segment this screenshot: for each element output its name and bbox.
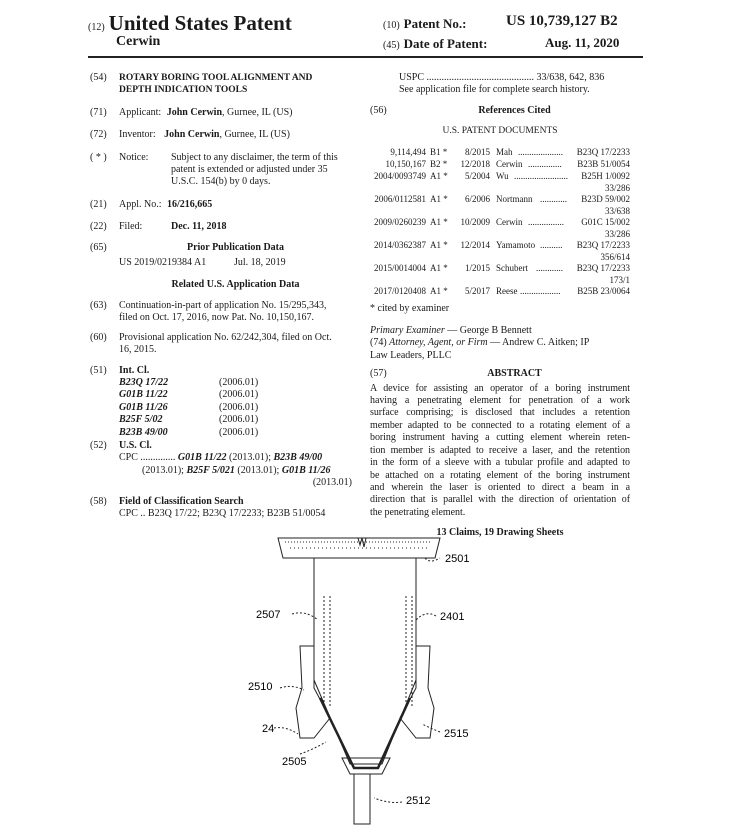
- ref-name: Wu: [496, 170, 509, 181]
- references-list: [370, 146, 630, 297]
- ref-kind: B2 *: [430, 158, 448, 169]
- ref-kind: A1 *: [430, 193, 448, 204]
- ref-kind: A1 *: [430, 285, 448, 296]
- abstract-line: surface comprising; is disclosed that includes a retention: [370, 407, 630, 419]
- inventor-label: Inventor:: [119, 129, 156, 141]
- ref-dots: ............: [540, 193, 567, 204]
- code-58: (58): [90, 495, 107, 507]
- int-cl-year: (2006.01): [219, 401, 259, 413]
- code-63: (63): [90, 299, 107, 311]
- ref-date: 6/2006: [464, 193, 490, 204]
- leader-24: [274, 728, 298, 734]
- us-cl-class: B25F 5/021: [186, 464, 235, 476]
- continuation-row: [90, 300, 352, 325]
- drawing-shaft: [354, 774, 370, 824]
- abstract-line: direction that is parallel with the direction of orientation of: [370, 494, 630, 506]
- attorney-name-2: Law Leaders, PLLC: [370, 349, 452, 361]
- abstract-heading: ABSTRACT: [487, 368, 542, 380]
- right-column: [370, 72, 630, 540]
- inventor-row: [90, 129, 352, 141]
- notice-label: Notice:: [119, 151, 149, 163]
- field-label: Field of Classification Search: [119, 495, 244, 507]
- header-code-10: (10): [383, 20, 400, 31]
- int-cl-item: [119, 377, 352, 389]
- applicant-name: John Cerwin: [166, 106, 223, 118]
- ref-date: 5/2004: [464, 170, 490, 181]
- ref-number: 2015/0014004: [373, 262, 426, 273]
- title-line-2: DEPTH INDICATION TOOLS: [119, 85, 248, 96]
- ref-continuation: 356/614: [600, 251, 630, 262]
- code-72: (72): [90, 129, 107, 141]
- leader-2401: [416, 614, 436, 620]
- abstract-line: tion member is adapted to receive a laser, and the retention: [370, 444, 630, 456]
- notice-line: Subject to any disclaimer, the term of this: [171, 151, 338, 163]
- ref-date: 1/2015: [464, 262, 490, 273]
- int-cl-class: B25F 5/02: [119, 414, 163, 426]
- int-cl-item: [119, 427, 352, 439]
- code-57: (57): [370, 368, 387, 380]
- reference-row: [370, 170, 630, 182]
- us-cl-line-2: [119, 465, 352, 477]
- patent-number: US 10,739,127 B2: [506, 13, 618, 29]
- filed-date: Dec. 11, 2018: [171, 221, 227, 233]
- ref-date: 12/2014: [460, 239, 490, 250]
- ref-class: B25H 1/0092: [581, 170, 630, 181]
- label-2501: 2501: [445, 553, 470, 565]
- abstract-line: in the form of a sleeve with a tubular profile and adapted to: [370, 457, 630, 469]
- drawing-clamp-right: [400, 646, 434, 738]
- label-2515: 2515: [444, 728, 469, 740]
- ref-name: Cerwin: [496, 158, 523, 169]
- drawing-clamp-left: [296, 646, 330, 738]
- appl-label: Appl. No.:: [119, 198, 162, 210]
- ref-dots: ..........: [540, 239, 563, 250]
- drawing-cap-break: [358, 538, 366, 547]
- title-block: [90, 72, 352, 97]
- abstract-line: member adapted to be connected to a rotating element of a: [370, 419, 630, 431]
- patent-drawing: [230, 528, 520, 828]
- ref-number: 2006/0112581: [374, 193, 426, 204]
- examiner-name: — George B Bennett: [444, 325, 532, 337]
- inventor-place: , Gurnee, IL (US): [219, 129, 290, 141]
- ref-date: 5/2017: [464, 285, 490, 296]
- ref-dots: ...............: [528, 158, 562, 169]
- ref-dots: ..................: [520, 285, 561, 296]
- filed-row: [90, 221, 352, 233]
- attorney-name: — Andrew C. Aitken; IP: [487, 337, 590, 349]
- int-cl-label: Int. Cl.: [119, 364, 150, 376]
- us-cl-line-1: [119, 452, 352, 464]
- examiner-row: [370, 325, 630, 337]
- ref-name: Schubert: [496, 262, 528, 273]
- reference-row: [370, 262, 630, 274]
- notice-row: [90, 152, 352, 189]
- us-cl-year-end: (2013.01): [312, 477, 352, 489]
- abstract-line: A device for assisting an operator of a boring instrument: [370, 382, 630, 394]
- ref-kind: A1 *: [430, 239, 448, 250]
- examiner-label: Primary Examiner: [370, 325, 445, 337]
- notice-line: U.S.C. 154(b) by 0 days.: [171, 176, 271, 188]
- int-cl-class: G01B 11/22: [119, 389, 168, 401]
- prior-pub-entry: [90, 257, 352, 269]
- label-2505: 2505: [282, 756, 307, 768]
- header-rule: [88, 56, 643, 58]
- notice-line: patent is extended or adjusted under 35: [171, 164, 328, 176]
- appl-number: 16/216,665: [167, 198, 213, 210]
- ref-date: 10/2009: [460, 216, 490, 227]
- uspc-row: [370, 72, 630, 84]
- us-cl-year: (2013.01);: [234, 464, 280, 476]
- int-cl-year: (2006.01): [219, 389, 259, 401]
- applicant-label: Applicant:: [119, 106, 162, 118]
- appl-row: [90, 199, 352, 211]
- ref-name: Mah: [496, 146, 513, 157]
- patent-date: Aug. 11, 2020: [545, 35, 620, 50]
- patent-type-title: United States Patent: [108, 11, 292, 35]
- int-cl-year: (2006.01): [219, 376, 259, 388]
- us-cl-cpc: CPC: [119, 452, 138, 464]
- left-column: [90, 72, 352, 520]
- ref-continuation: 33/286: [604, 228, 630, 239]
- label-24: 24: [262, 723, 275, 735]
- leader-2505: [300, 742, 326, 754]
- ref-class: G01C 15/002: [581, 216, 630, 227]
- label-2507: 2507: [256, 609, 281, 621]
- int-cl-item: [119, 414, 352, 426]
- ref-continuation: 33/286: [604, 182, 630, 193]
- int-cl-class: B23B 49/00: [119, 426, 168, 438]
- ref-kind: A1 *: [430, 262, 448, 273]
- us-cl-year: (2013.01);: [226, 452, 271, 464]
- us-docs-heading: U.S. PATENT DOCUMENTS: [442, 126, 558, 137]
- patent-no-label: Patent No.:: [403, 16, 467, 31]
- abstract-line: and wherein the laser is oriented to direct a beam in a: [370, 481, 630, 493]
- code-56: (56): [370, 104, 387, 116]
- drawing-cone: [314, 680, 416, 764]
- field-line: CPC .. B23Q 17/22; B23Q 17/2233; B23B 51/0054: [119, 507, 326, 519]
- ref-kind: B1 *: [430, 146, 448, 157]
- reference-row: [370, 158, 630, 170]
- uspc-dots: ...........................................: [426, 72, 535, 83]
- code-74: (74): [370, 337, 387, 349]
- continuation-line: filed on Oct. 17, 2016, now Pat. No. 10,150,167.: [119, 312, 314, 324]
- ref-class: B23B 51/0054: [577, 158, 630, 169]
- code-54: (54): [90, 72, 107, 83]
- int-cl-block: [90, 365, 352, 439]
- ref-class: B23D 59/002: [581, 193, 630, 204]
- ref-name: Reese: [496, 285, 518, 296]
- field-block: [90, 496, 352, 521]
- references-header: [370, 105, 630, 117]
- int-cl-year: (2006.01): [219, 414, 259, 426]
- code-notice: ( * ): [90, 151, 107, 163]
- ref-class: B23Q 17/2233: [576, 239, 630, 250]
- date-label: Date of Patent:: [403, 36, 488, 51]
- ref-dots: ........................: [514, 170, 568, 181]
- applicant-row: [90, 107, 352, 119]
- reference-row: [370, 216, 630, 228]
- abstract-line: boring instrument having a cutting element wherein reten-: [370, 432, 630, 444]
- ref-continuation: 33/638: [604, 205, 630, 216]
- ref-number: 2009/0260239: [373, 216, 426, 227]
- int-cl-class: G01B 11/26: [119, 401, 168, 413]
- reference-row: [370, 193, 630, 205]
- prior-pub-heading: Prior Publication Data: [186, 241, 285, 253]
- int-cl-item: [119, 389, 352, 401]
- code-21: (21): [90, 198, 107, 210]
- ref-kind: A1 *: [430, 216, 448, 227]
- leader-2512: [374, 798, 402, 803]
- header-code-45: (45): [383, 40, 400, 51]
- ref-name: Yamamoto: [496, 239, 536, 250]
- uspc-value: 33/638, 642, 836: [536, 72, 605, 83]
- uspc-label: USPC: [399, 72, 425, 83]
- see-also: See application file for complete search history.: [399, 84, 590, 96]
- references-heading: References Cited: [478, 104, 551, 116]
- reference-row: [370, 146, 630, 158]
- ref-name: Nortmann: [496, 193, 533, 204]
- us-cl-class: G01B 11/22: [177, 452, 227, 464]
- us-cl-year: (2013.01);: [142, 464, 184, 476]
- ref-kind: A1 *: [430, 170, 448, 181]
- us-cl-dots: ..............: [140, 452, 176, 464]
- abstract-line: the penetrating element.: [370, 506, 466, 518]
- reference-row: [370, 285, 630, 297]
- ref-number: 10,150,167: [385, 158, 426, 169]
- ref-number: 2017/0120408: [373, 285, 426, 296]
- attorney-row: [370, 337, 630, 349]
- ref-date: 8/2015: [464, 146, 490, 157]
- code-60: (60): [90, 331, 107, 343]
- prior-pub-number: US 2019/0219384 A1: [119, 257, 207, 269]
- ref-number: 2014/0362387: [373, 239, 426, 250]
- filed-label: Filed:: [119, 221, 143, 233]
- abstract-line: having a penetrating element for penetration of a work: [370, 395, 630, 407]
- int-cl-item: [119, 402, 352, 414]
- header-code-12: (12): [88, 22, 105, 33]
- code-51: (51): [90, 364, 107, 376]
- attorney-label: Attorney, Agent, or Firm: [389, 337, 488, 349]
- continuation-line: Continuation-in-part of application No. 15/295,343,: [119, 299, 327, 311]
- abstract-line: be attached on a rotating element of the boring instrument: [370, 469, 630, 481]
- label-2512: 2512: [406, 795, 431, 807]
- code-22: (22): [90, 221, 107, 233]
- us-cl-class: G01B 11/26: [281, 464, 331, 476]
- reference-row: [370, 239, 630, 251]
- us-cl-class: B23B 49/00: [273, 452, 323, 464]
- prior-pub-block: [90, 242, 352, 254]
- ref-class: B23Q 17/2233: [576, 146, 630, 157]
- ref-dots: ....................: [518, 146, 563, 157]
- int-cl-class: B23Q 17/22: [119, 376, 169, 388]
- claims-sheets: 13 Claims, 19 Drawing Sheets: [436, 527, 564, 539]
- ref-name: Cerwin: [496, 216, 523, 227]
- title-line-1: ROTARY BORING TOOL ALIGNMENT AND: [119, 73, 313, 83]
- cited-by-examiner: * cited by examiner: [370, 302, 450, 314]
- code-52: (52): [90, 439, 107, 451]
- ref-number: 2004/0093749: [373, 170, 426, 181]
- ref-number: 9,114,494: [390, 146, 426, 157]
- us-cl-label: U.S. Cl.: [119, 439, 152, 451]
- leader-2510: [280, 686, 304, 690]
- ref-class: B25B 23/0064: [577, 285, 630, 296]
- int-cl-year: (2006.01): [219, 426, 259, 438]
- us-cl-block: [90, 440, 352, 490]
- inventor-short: Cerwin: [116, 34, 161, 49]
- related-heading: Related U.S. Application Data: [171, 279, 300, 291]
- provisional-line: Provisional application No. 62/242,304, filed on Oct.: [119, 331, 332, 343]
- ref-dots: ............: [536, 262, 563, 273]
- ref-class: B23Q 17/2233: [576, 262, 630, 273]
- provisional-row: [90, 332, 352, 357]
- prior-pub-date: Jul. 18, 2019: [234, 257, 286, 269]
- code-65: (65): [90, 241, 107, 253]
- ref-continuation: 173/1: [609, 274, 630, 285]
- ref-date: 12/2018: [460, 158, 490, 169]
- inventor-name: John Cerwin: [164, 129, 220, 141]
- label-2510: 2510: [248, 681, 273, 693]
- abstract-body: [370, 383, 630, 519]
- ref-dots: ................: [528, 216, 564, 227]
- applicant-place: , Gurnee, IL (US): [222, 106, 293, 118]
- provisional-line: 16, 2015.: [119, 344, 157, 356]
- abstract-header: [370, 368, 630, 380]
- label-2401: 2401: [440, 611, 465, 623]
- code-71: (71): [90, 106, 107, 118]
